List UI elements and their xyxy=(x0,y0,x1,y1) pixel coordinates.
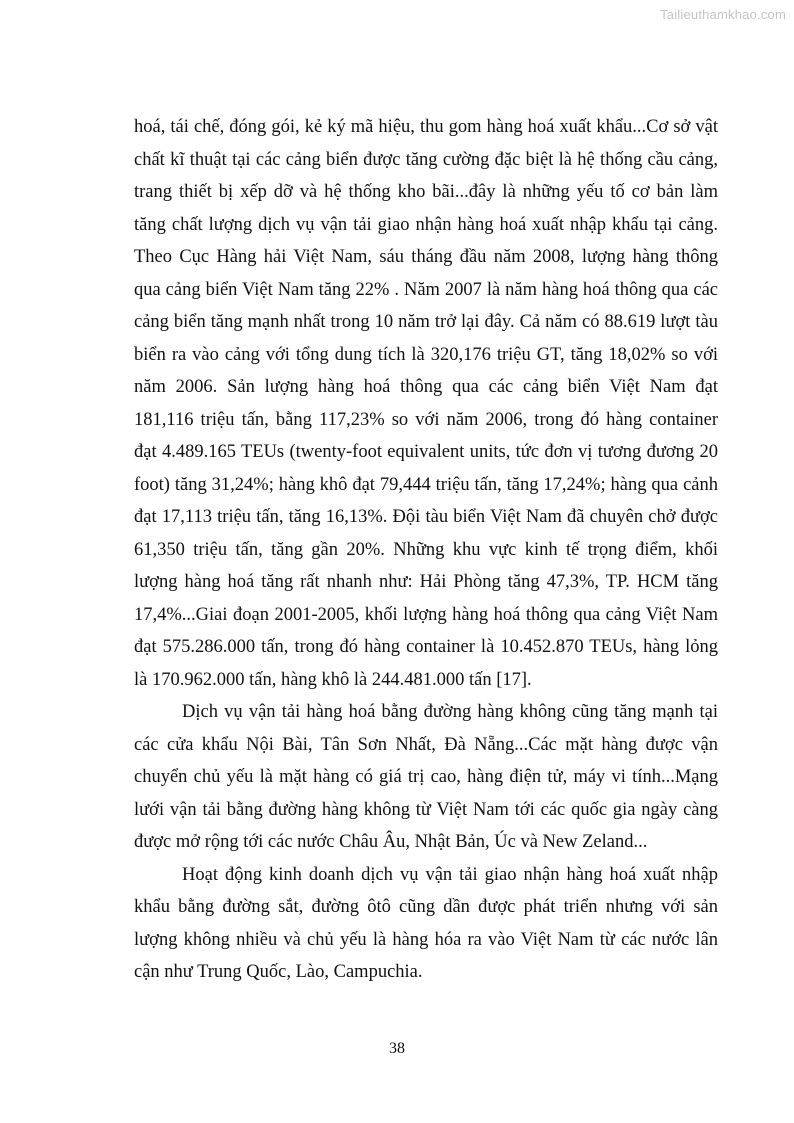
text-line: qua cảng biển Việt Nam tăng 22% . Năm 2007 là năm hàng hoá thông qua các xyxy=(134,279,718,300)
text-line: Dịch vụ vận tải hàng hoá bằng đường hàng không cũng tăng mạnh tại xyxy=(182,702,718,722)
text-line: foot) tăng 31,24%; hàng khô đạt 79,444 triệu tấn, tăng 17,24%; hàng qua cảnh xyxy=(134,474,718,495)
page-number: 38 xyxy=(389,1040,405,1057)
text-line: Theo Cục Hàng hải Việt Nam, sáu tháng đầu năm 2008, lượng hàng thông xyxy=(134,247,718,267)
text-line: hoá, tái chế, đóng gói, kẻ ký mã hiệu, thu gom hàng hoá xuất khẩu...Cơ sở vật xyxy=(134,117,718,137)
text-line: trang thiết bị xếp dỡ và hệ thống kho bãi...đây là những yếu tố cơ bản làm xyxy=(134,182,718,202)
body-text xyxy=(134,111,718,989)
paragraph-2 xyxy=(134,696,718,859)
paragraph-1 xyxy=(134,111,718,696)
text-line: lượng không nhiều và chủ yếu là hàng hóa ra vào Việt Nam từ các nước lân xyxy=(134,929,718,950)
text-line: là 170.962.000 tấn, hàng khô là 244.481.000 tấn [17]. xyxy=(134,669,532,690)
text-line: đạt 17,113 triệu tấn, tăng 16,13%. Đội tàu biển Việt Nam đã chuyên chở được xyxy=(134,507,718,527)
text-line: được mở rộng tới các nước Châu Âu, Nhật Bản, Úc và New Zeland... xyxy=(134,832,648,852)
text-line: tăng chất lượng dịch vụ vận tải giao nhận hàng hoá xuất nhập khẩu tại cảng. xyxy=(134,214,718,235)
text-line: chuyển chủ yếu là mặt hàng có giá trị cao, hàng điện tử, máy vi tính...Mạng xyxy=(134,767,718,787)
text-line: năm 2006. Sản lượng hàng hoá thông qua các cảng biển Việt Nam đạt xyxy=(134,377,718,397)
text-line: lượng hàng hoá tăng rất nhanh như: Hải Phòng tăng 47,3%, TP. HCM tăng xyxy=(134,572,718,592)
text-line: 181,116 triệu tấn, bằng 117,23% so với năm 2006, trong đó hàng container xyxy=(134,409,718,430)
watermark: Tailieuthamkhao.com xyxy=(660,7,786,22)
text-line: cảng biển tăng mạnh nhất trong 10 năm trở lại đây. Cả năm có 88.619 lượt tàu xyxy=(134,312,718,332)
text-line: Hoạt động kinh doanh dịch vụ vận tải giao nhận hàng hoá xuất nhập xyxy=(182,864,718,885)
text-line: đạt 575.286.000 tấn, trong đó hàng container là 10.452.870 TEUs, hàng lỏng xyxy=(134,637,718,657)
text-line: khẩu bằng đường sắt, đường ôtô cũng dần được phát triển nhưng với sản xyxy=(134,897,718,917)
text-line: các cửa khẩu Nội Bài, Tân Sơn Nhất, Đà Nẵng...Các mặt hàng được vận xyxy=(134,734,718,755)
text-line: lưới vận tải bằng đường hàng không từ Việt Nam tới các quốc gia ngày càng xyxy=(134,799,718,820)
text-line: 17,4%...Giai đoạn 2001-2005, khối lượng hàng hoá thông qua cảng Việt Nam xyxy=(134,604,718,625)
text-line: đạt 4.489.165 TEUs (twenty-foot equivalent units, tức đơn vị tương đương 20 xyxy=(134,442,718,462)
text-line: chất kĩ thuật tại các cảng biển được tăng cường đặc biệt là hệ thống cầu cảng, xyxy=(134,149,718,170)
text-line: cận như Trung Quốc, Lào, Campuchia. xyxy=(134,962,423,982)
paragraph-3 xyxy=(134,859,718,989)
text-line: 61,350 triệu tấn, tăng gần 20%. Những khu vực kinh tế trọng điểm, khối xyxy=(134,539,718,560)
text-line: biển ra vào cảng với tổng dung tích là 320,176 triệu GT, tăng 18,02% so với xyxy=(134,344,718,365)
